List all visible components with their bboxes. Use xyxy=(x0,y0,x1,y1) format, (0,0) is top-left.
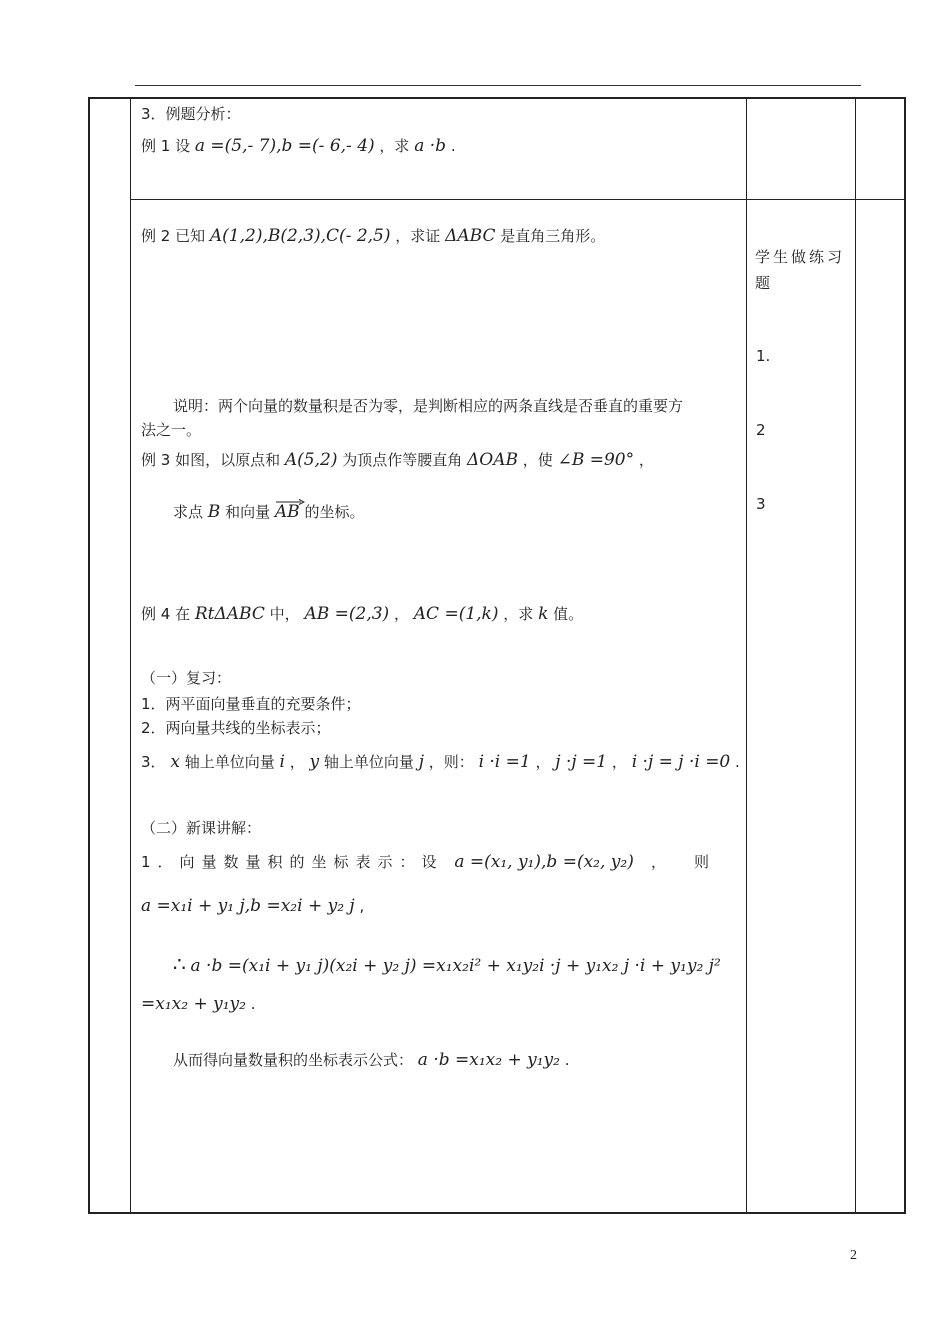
conclusion: 从而得向量数量积的坐标表示公式： a ·b =x₁x₂ + y₁y₂ . xyxy=(173,1050,570,1070)
result: =x₁x₂ + y₁y₂ . xyxy=(141,994,256,1014)
example-3: 例 3 如图，以原点和 A(5,2) 为顶点作等腰直角 ΔOAB ，使 ∠B =90° ， xyxy=(141,450,654,470)
header-rule xyxy=(135,85,861,86)
column-divider xyxy=(746,99,747,1212)
section-heading: 3．例题分析： xyxy=(141,105,241,123)
example-1-target: a ·b xyxy=(414,136,447,156)
expansion: ∴ a ·b =(x₁i + y₁ j)(x₂i + y₂ j) =x₁x₂i² + x₁y₂i ·j + y₁x₂ j ·i + y₁y₂ j² xyxy=(173,952,721,976)
example-4: 例 4 在 RtΔABC 中， AB =(2,3) ， AC =(1,k) ，求 k 值。 xyxy=(141,604,584,624)
therefore-symbol: ∴ xyxy=(173,952,186,976)
column-divider xyxy=(855,99,856,1212)
review-item-1: 1．两平面向量垂直的充要条件； xyxy=(141,695,361,713)
note-line-1: 说明：两个向量的数量积是否为零，是判断相应的两条直线是否垂直的重要方 xyxy=(173,397,684,415)
column-divider xyxy=(130,99,131,1212)
practice-item-1: 1. xyxy=(756,347,771,365)
review-item-2: 2．两向量共线的坐标表示； xyxy=(141,719,331,737)
note-line-2: 法之一。 xyxy=(141,421,202,439)
new-lesson-point-1: 1．向量数量积的坐标表示：设 a =(x₁, y₁),b =(x₂, y₂) ，则 xyxy=(141,852,737,872)
practice-item-2: 2 xyxy=(756,421,766,439)
decomposition: a =x₁i + y₁ j,b =x₂i + y₂ j , xyxy=(141,896,365,916)
practice-title: 学生做练习题 xyxy=(755,248,846,292)
review-heading: （一）复习： xyxy=(141,669,232,687)
vector-ab: AB xyxy=(275,502,300,522)
example-2: 例 2 已知 A(1,2),B(2,3),C(- 2,5) ，求证 ΔABC 是直角三角形。 xyxy=(141,226,606,246)
review-item-3: 3． x 轴上单位向量 i ， y 轴上单位向量 j ，则： i ·i =1 ， j ·j =1 ， i ·j = j ·i =0 . xyxy=(141,752,740,772)
example-3-line-2: 求点 B 和向量 AB 的坐标。 xyxy=(173,502,364,522)
page-number: 2 xyxy=(850,1248,857,1263)
example-1-formula: a =(5,- 7),b =(- 6,- 4) xyxy=(194,136,375,156)
new-lesson-heading: （二）新课讲解： xyxy=(141,819,262,837)
vector-arrow-icon xyxy=(275,499,300,505)
row-divider xyxy=(130,199,904,200)
example-1: 例 1 设 a =(5,- 7),b =(- 6,- 4) ，求 a ·b . xyxy=(141,136,456,156)
practice-item-3: 3 xyxy=(756,495,766,513)
